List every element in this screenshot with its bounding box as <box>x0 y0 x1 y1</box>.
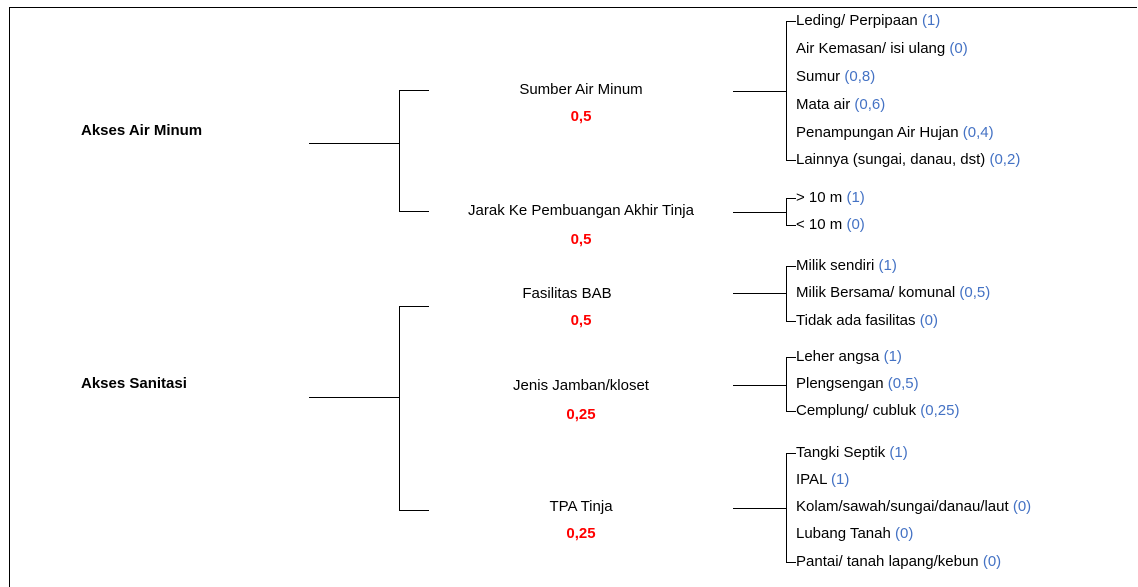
indicator-weight: 0,5 <box>570 108 592 125</box>
indicator-label: Jarak Ke Pembuangan Akhir Tinja <box>468 202 694 219</box>
option-score: (0,4) <box>962 124 994 141</box>
connector-line <box>786 411 796 412</box>
connector-line <box>786 198 787 226</box>
option-score: (0,2) <box>989 151 1021 168</box>
option-label: Cemplung/ cubluk <box>796 402 917 419</box>
connector-line <box>733 91 787 92</box>
option-item <box>796 189 865 207</box>
connector-line <box>733 212 787 213</box>
option-score: (0) <box>1012 498 1032 515</box>
option-score: (0) <box>919 312 939 329</box>
category-label: Akses Sanitasi <box>81 375 187 392</box>
option-item <box>796 312 938 330</box>
indicator-weight: 0,5 <box>570 312 592 329</box>
option-label: Penampungan Air Hujan <box>796 124 959 141</box>
connector-line <box>786 562 796 563</box>
option-score: (0) <box>895 525 914 542</box>
option-item <box>796 553 1001 571</box>
connector-line <box>399 90 400 212</box>
option-item <box>796 284 990 302</box>
connector-line <box>786 357 787 412</box>
indicator-label: Jenis Jamban/kloset <box>513 377 649 394</box>
option-score: (0,8) <box>844 68 876 85</box>
option-item <box>796 402 959 420</box>
connector-line <box>786 225 796 226</box>
connector-line <box>399 90 429 91</box>
option-score: (1) <box>831 471 850 488</box>
option-score: (0,25) <box>920 402 960 419</box>
connector-line <box>786 321 796 322</box>
indicator-weight: 0,5 <box>570 231 592 248</box>
option-item <box>796 471 849 489</box>
option-score: (1) <box>846 189 865 206</box>
option-item <box>796 96 885 114</box>
option-item <box>796 525 913 543</box>
option-item <box>796 124 994 142</box>
option-score: (1) <box>889 444 908 461</box>
option-label: Air Kemasan/ isi ulang <box>796 40 946 57</box>
connector-line <box>786 357 796 358</box>
option-score: (1) <box>921 12 941 29</box>
connector-line <box>309 397 400 398</box>
connector-line <box>786 21 796 22</box>
option-item <box>796 216 865 234</box>
category-label: Akses Air Minum <box>81 122 203 139</box>
connector-line <box>786 266 787 322</box>
option-label: Lainnya (sungai, danau, dst) <box>796 151 986 168</box>
connector-line <box>786 453 796 454</box>
connector-line <box>309 143 400 144</box>
option-label: Tidak ada fasilitas <box>796 312 916 329</box>
connector-line <box>399 306 429 307</box>
option-item <box>796 348 902 366</box>
connector-line <box>786 21 787 161</box>
option-item <box>796 12 940 30</box>
connector-line <box>786 266 796 267</box>
option-item <box>796 68 875 86</box>
option-score: (0,5) <box>959 284 991 301</box>
option-score: (0) <box>982 553 1002 570</box>
option-label: Sumur <box>796 68 841 85</box>
indicator-weight: 0,25 <box>566 406 596 423</box>
option-label: < 10 m <box>796 216 843 233</box>
connector-line <box>733 508 787 509</box>
option-label: Lubang Tanah <box>796 525 891 542</box>
connector-line <box>399 510 429 511</box>
option-label: Mata air <box>796 96 851 113</box>
option-label: Leher angsa <box>796 348 880 365</box>
option-label: Milik Bersama/ komunal <box>796 284 956 301</box>
option-label: Tangki Septik <box>796 444 886 461</box>
option-label: Kolam/sawah/sungai/danau/laut <box>796 498 1009 515</box>
connector-line <box>733 293 787 294</box>
option-item <box>796 444 908 462</box>
connector-line <box>399 306 400 511</box>
option-item <box>796 498 1031 516</box>
connector-line <box>786 198 796 199</box>
option-item <box>796 257 897 275</box>
option-label: Leding/ Perpipaan <box>796 12 918 29</box>
option-score: (0,5) <box>887 375 919 392</box>
option-label: IPAL <box>796 471 827 488</box>
option-label: Milik sendiri <box>796 257 875 274</box>
option-score: (0) <box>846 216 865 233</box>
option-item <box>796 151 1020 169</box>
option-score: (0) <box>949 40 968 57</box>
option-score: (1) <box>883 348 902 365</box>
indicator-label: TPA Tinja <box>549 498 613 515</box>
option-label: Pantai/ tanah lapang/kebun <box>796 553 979 570</box>
option-item <box>796 375 919 393</box>
connector-line <box>786 453 787 563</box>
connector-line <box>399 211 429 212</box>
indicator-weight: 0,25 <box>566 525 596 542</box>
indicator-label: Sumber Air Minum <box>519 81 643 98</box>
indicator-label: Fasilitas BAB <box>522 285 612 302</box>
option-score: (0,6) <box>854 96 886 113</box>
connector-line <box>786 160 796 161</box>
option-label: Plengsengan <box>796 375 884 392</box>
option-label: > 10 m <box>796 189 843 206</box>
option-item <box>796 40 968 58</box>
option-score: (1) <box>878 257 897 274</box>
connector-line <box>733 385 787 386</box>
